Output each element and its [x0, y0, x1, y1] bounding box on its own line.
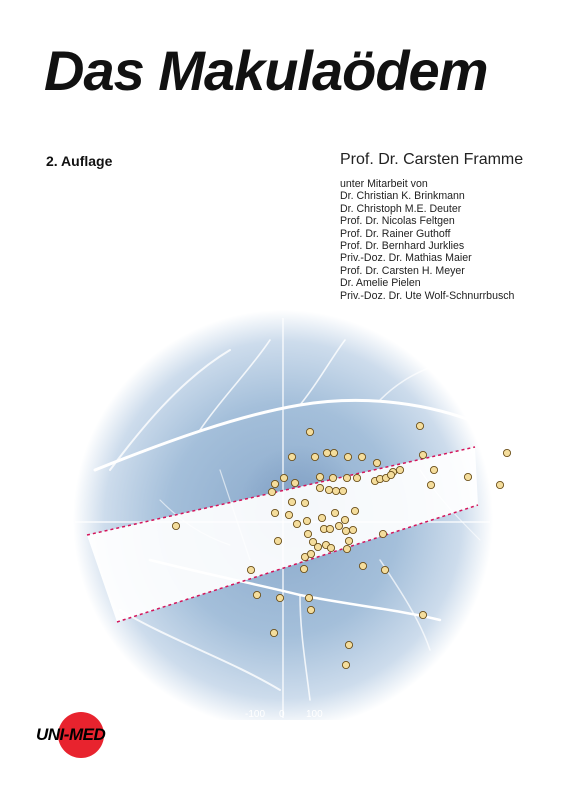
data-point — [304, 530, 311, 537]
data-point — [373, 459, 380, 466]
data-point — [318, 514, 325, 521]
data-point — [285, 511, 292, 518]
data-point — [270, 629, 277, 636]
data-point — [314, 543, 321, 550]
data-point — [342, 661, 349, 668]
contributor-name: Prof. Dr. Bernhard Jurklies — [340, 240, 465, 253]
data-point — [307, 606, 314, 613]
data-point — [341, 516, 348, 523]
data-point — [316, 484, 323, 491]
data-point — [342, 527, 349, 534]
data-point — [268, 488, 275, 495]
publisher-logo — [36, 712, 126, 760]
contributors-block — [340, 178, 514, 302]
book-title: Das Makulaödem — [44, 39, 488, 102]
data-point — [326, 525, 333, 532]
contributor-name: Prof. Dr. Carsten H. Meyer — [340, 264, 465, 277]
contributor-name: Dr. Christian K. Brinkmann — [340, 190, 465, 203]
data-point — [358, 453, 365, 460]
data-point — [274, 537, 281, 544]
data-point — [345, 537, 352, 544]
data-point — [381, 566, 388, 573]
fundus-illustration — [0, 300, 573, 720]
main-author: Prof. Dr. Carsten Framme — [340, 151, 524, 168]
data-point — [427, 481, 434, 488]
data-point — [419, 611, 426, 618]
data-point — [396, 466, 403, 473]
data-point — [496, 481, 503, 488]
data-point — [247, 566, 254, 573]
contributor-name: Dr. Christoph M.E. Deuter — [340, 202, 462, 215]
data-point — [323, 449, 330, 456]
data-point — [300, 565, 307, 572]
data-point — [271, 480, 278, 487]
contributor-name: Prof. Dr. Rainer Guthoff — [340, 227, 451, 240]
contributor-name: Prof. Dr. Nicolas Feltgen — [340, 215, 455, 228]
data-point — [329, 474, 336, 481]
contributors-intro: unter Mitarbeit von — [340, 178, 428, 190]
data-point — [172, 522, 179, 529]
data-point — [331, 509, 338, 516]
data-point — [464, 473, 471, 480]
data-point — [293, 520, 300, 527]
data-point — [288, 453, 295, 460]
data-point — [316, 473, 323, 480]
data-point — [271, 509, 278, 516]
data-point — [359, 562, 366, 569]
data-point — [379, 530, 386, 537]
contributor-name: Priv.-Doz. Dr. Mathias Maier — [340, 252, 472, 265]
data-point — [344, 453, 351, 460]
data-point — [345, 641, 352, 648]
publisher-name: UNI-MED — [36, 725, 106, 744]
data-point — [353, 474, 360, 481]
data-point — [305, 594, 312, 601]
data-point — [419, 451, 426, 458]
data-point — [387, 471, 394, 478]
data-point — [253, 591, 260, 598]
data-point — [332, 487, 339, 494]
data-point — [291, 479, 298, 486]
axis-tick-labels — [245, 709, 323, 720]
data-point — [276, 594, 283, 601]
data-point — [307, 550, 314, 557]
data-point — [335, 522, 342, 529]
data-point — [503, 449, 510, 456]
data-point — [343, 474, 350, 481]
tick-label: -100 — [245, 709, 266, 720]
tick-label: 0 — [279, 709, 285, 720]
data-point — [416, 422, 423, 429]
data-point — [430, 466, 437, 473]
data-point — [306, 428, 313, 435]
data-point — [301, 499, 308, 506]
data-point — [325, 486, 332, 493]
data-point — [349, 526, 356, 533]
data-point — [280, 474, 287, 481]
data-point — [288, 498, 295, 505]
edition-label: 2. Auflage — [46, 153, 113, 169]
data-point — [303, 517, 310, 524]
contributor-name: Dr. Amelie Pielen — [340, 277, 421, 290]
contributor-name: Priv.-Doz. Dr. Ute Wolf-Schnurrbusch — [340, 289, 515, 302]
data-point — [327, 544, 334, 551]
data-point — [339, 487, 346, 494]
data-point — [311, 453, 318, 460]
tick-label: 100 — [306, 709, 323, 720]
data-point — [351, 507, 358, 514]
data-point — [330, 449, 337, 456]
data-point — [343, 545, 350, 552]
